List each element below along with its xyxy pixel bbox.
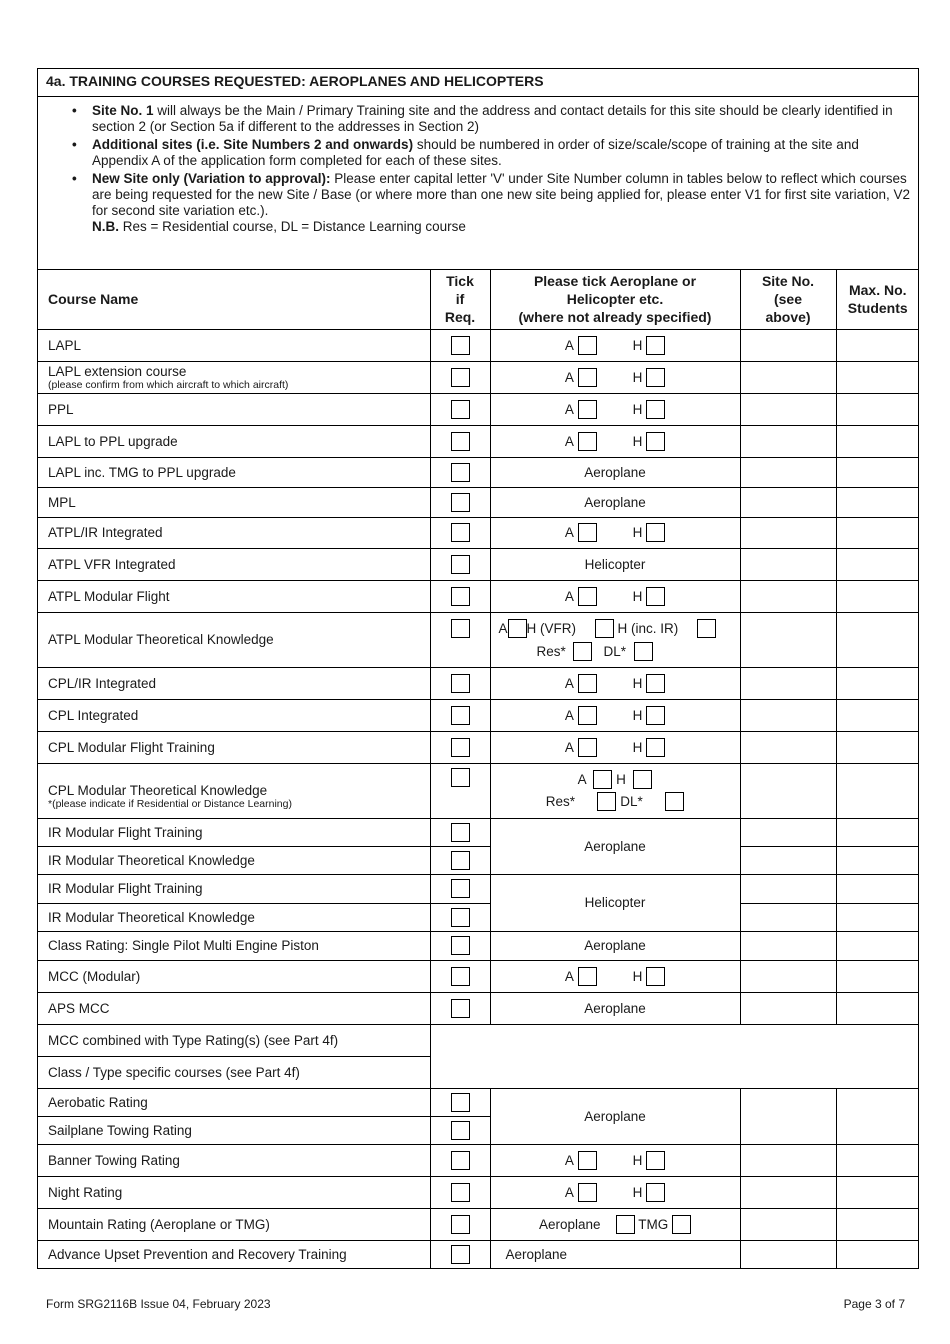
aircraft-type-text: Aeroplane — [490, 1240, 740, 1268]
site-no-cell[interactable] — [740, 667, 836, 699]
tick-checkbox[interactable] — [451, 967, 470, 986]
max-students-cell[interactable] — [836, 846, 919, 874]
site-no-cell[interactable] — [740, 818, 836, 846]
helicopter-checkbox[interactable] — [646, 967, 665, 986]
course-name: LAPL extension course (please confirm from which aircraft to which aircraft) — [38, 361, 430, 393]
helicopter-checkbox[interactable] — [646, 432, 665, 451]
max-students-cell[interactable] — [836, 487, 919, 517]
tick-checkbox[interactable] — [451, 1093, 470, 1112]
note-additional-sites: • Additional sites (i.e. Site Numbers 2 and onwards) should be numbered in order of size/scale/scope of training at the site and Appendix A of the application form completed for each of these sites. — [92, 137, 910, 169]
table-row — [38, 903, 919, 931]
site-no-cell[interactable] — [740, 580, 836, 612]
table-row — [38, 992, 919, 1024]
tick-checkbox[interactable] — [451, 368, 470, 387]
course-name: IR Modular Theoretical Knowledge — [38, 903, 430, 931]
helicopter-checkbox[interactable] — [646, 336, 665, 355]
table-row: LAPL to PPL upgrade A H — [38, 425, 919, 457]
header-aircraft-type: Please tick Aeroplane or Helicopter etc. (where not already specified) — [490, 270, 740, 329]
table-header-row — [38, 270, 919, 329]
course-name: LAPL — [38, 329, 430, 361]
training-courses-section — [37, 68, 919, 1269]
tick-checkbox[interactable] — [451, 1215, 470, 1234]
helicopter-checkbox[interactable] — [646, 1151, 665, 1170]
table-row — [38, 818, 919, 846]
helicopter-checkbox[interactable] — [646, 400, 665, 419]
aircraft-type-text: Helicopter — [490, 874, 740, 931]
site-no-cell[interactable] — [740, 699, 836, 731]
tick-checkbox[interactable] — [451, 823, 470, 842]
course-name: Mountain Rating (Aeroplane or TMG) — [38, 1208, 430, 1240]
site-no-cell[interactable] — [740, 1240, 836, 1268]
max-students-cell[interactable] — [836, 425, 919, 457]
max-students-cell[interactable] — [836, 667, 919, 699]
helicopter-checkbox[interactable] — [646, 523, 665, 542]
courses-table — [38, 270, 919, 1268]
header-course-name: Course Name — [38, 270, 430, 329]
helicopter-vfr-checkbox[interactable] — [595, 619, 614, 638]
course-name: MPL — [38, 487, 430, 517]
course-name: IR Modular Theoretical Knowledge — [38, 846, 430, 874]
header-site-no: Site No. (see above) — [740, 270, 836, 329]
tick-checkbox[interactable] — [451, 400, 470, 419]
table-row: CPL Integrated A H — [38, 699, 919, 731]
aircraft-type-text: Aeroplane — [490, 992, 740, 1024]
section-title: 4a. TRAINING COURSES REQUESTED: AEROPLANES AND HELICOPTERS — [38, 69, 918, 97]
tick-checkbox[interactable] — [451, 936, 470, 955]
site-no-cell[interactable] — [740, 1208, 836, 1240]
site-no-cell[interactable] — [740, 1176, 836, 1208]
helicopter-checkbox[interactable] — [646, 1183, 665, 1202]
tick-checkbox[interactable] — [451, 738, 470, 757]
aircraft-type-text: Aeroplane — [490, 931, 740, 960]
tick-checkbox[interactable] — [451, 336, 470, 355]
site-no-cell[interactable] — [740, 992, 836, 1024]
aeroplane-checkbox[interactable] — [578, 1183, 597, 1202]
note-new-site: • New Site only (Variation to approval): Please enter capital letter 'V' under Site Number column in tables below to reflect which courses are being requested for the new Site / Base (or where more than one new site being applied for, please enter V1 for first site variation, V2 for second site variation etc.). N.B. Res = Residential course, DL = Distance Learning course — [92, 171, 910, 235]
tick-checkbox[interactable] — [451, 768, 470, 787]
course-name: CPL Modular Theoretical Knowledge *(please indicate if Residential or Distance Learning) — [38, 763, 430, 818]
header-max-students: Max. No. Students — [836, 270, 919, 329]
table-row: PPL A H — [38, 393, 919, 425]
aircraft-type-text: Aeroplane — [490, 487, 740, 517]
table-row — [38, 874, 919, 903]
table-row — [38, 1240, 919, 1268]
aeroplane-checkbox[interactable] — [578, 706, 597, 725]
tick-checkbox[interactable] — [451, 1121, 470, 1140]
tick-checkbox[interactable] — [451, 619, 470, 638]
max-students-cell[interactable] — [836, 329, 919, 361]
max-students-cell[interactable] — [836, 1240, 919, 1268]
course-name: CPL Integrated — [38, 699, 430, 731]
course-name: Aerobatic Rating — [38, 1088, 430, 1116]
tick-checkbox[interactable] — [451, 706, 470, 725]
max-students-cell[interactable] — [836, 580, 919, 612]
aeroplane-checkbox[interactable] — [578, 738, 597, 757]
tick-checkbox[interactable] — [451, 523, 470, 542]
aeroplane-checkbox[interactable] — [578, 1151, 597, 1170]
helicopter-ir-checkbox[interactable] — [697, 619, 716, 638]
site-no-cell[interactable] — [740, 361, 836, 393]
max-students-cell[interactable] — [836, 457, 919, 487]
course-name: LAPL to PPL upgrade — [38, 425, 430, 457]
table-row: Night Rating A H — [38, 1176, 919, 1208]
course-name: ATPL Modular Theoretical Knowledge — [38, 612, 430, 667]
table-row — [38, 487, 919, 517]
residential-checkbox[interactable] — [597, 792, 616, 811]
course-name: APS MCC — [38, 992, 430, 1024]
table-row: LAPL extension course (please confirm from which aircraft to which aircraft) A H — [38, 361, 919, 393]
distance-learning-checkbox[interactable] — [634, 642, 653, 661]
aeroplane-checkbox[interactable] — [616, 1215, 635, 1234]
max-students-cell[interactable] — [836, 731, 919, 763]
tick-checkbox[interactable] — [451, 999, 470, 1018]
course-name: ATPL Modular Flight — [38, 580, 430, 612]
site-no-cell[interactable] — [740, 329, 836, 361]
max-students-cell[interactable] — [836, 699, 919, 731]
aeroplane-checkbox[interactable] — [508, 619, 527, 638]
max-students-cell[interactable] — [836, 903, 919, 931]
table-row — [38, 1088, 919, 1116]
course-name: ATPL VFR Integrated — [38, 548, 430, 580]
table-row: MCC (Modular) A H — [38, 960, 919, 992]
site-no-cell[interactable] — [740, 517, 836, 548]
course-name: LAPL inc. TMG to PPL upgrade — [38, 457, 430, 487]
site-no-cell[interactable] — [740, 612, 836, 667]
max-students-cell[interactable] — [836, 992, 919, 1024]
max-students-cell[interactable] — [836, 874, 919, 903]
section-notes — [38, 97, 918, 270]
table-row: LAPL A H — [38, 329, 919, 361]
tick-checkbox[interactable] — [451, 1151, 470, 1170]
table-row — [38, 1024, 919, 1056]
table-row: CPL Modular Flight Training A H — [38, 731, 919, 763]
max-students-cell[interactable] — [836, 517, 919, 548]
page-number: Page 3 of 7 — [843, 1297, 905, 1311]
site-no-cell[interactable] — [740, 731, 836, 763]
tick-checkbox[interactable] — [451, 908, 470, 927]
tick-checkbox[interactable] — [451, 493, 470, 512]
course-name: MCC (Modular) — [38, 960, 430, 992]
site-no-cell[interactable] — [740, 960, 836, 992]
helicopter-checkbox[interactable] — [646, 706, 665, 725]
site-no-cell[interactable] — [740, 393, 836, 425]
site-no-cell[interactable] — [740, 1144, 836, 1176]
aeroplane-checkbox[interactable] — [578, 674, 597, 693]
aeroplane-checkbox[interactable] — [578, 368, 597, 387]
aeroplane-checkbox[interactable] — [578, 336, 597, 355]
course-name: CPL Modular Flight Training — [38, 731, 430, 763]
aeroplane-checkbox[interactable] — [593, 770, 612, 789]
aeroplane-checkbox[interactable] — [578, 587, 597, 606]
site-no-cell[interactable] — [740, 931, 836, 960]
site-no-cell[interactable] — [740, 846, 836, 874]
site-no-cell[interactable] — [740, 763, 836, 818]
course-name: Class / Type specific courses (see Part 4f) — [38, 1056, 430, 1088]
max-students-cell[interactable] — [836, 612, 919, 667]
course-name: Class Rating: Single Pilot Multi Engine Piston — [38, 931, 430, 960]
table-row — [38, 846, 919, 874]
aeroplane-checkbox[interactable] — [578, 432, 597, 451]
tick-checkbox[interactable] — [451, 587, 470, 606]
distance-learning-checkbox[interactable] — [665, 792, 684, 811]
course-name: Night Rating — [38, 1176, 430, 1208]
helicopter-checkbox[interactable] — [646, 368, 665, 387]
helicopter-checkbox[interactable] — [646, 587, 665, 606]
max-students-cell[interactable] — [836, 960, 919, 992]
table-row: Banner Towing Rating A H — [38, 1144, 919, 1176]
tick-checkbox[interactable] — [451, 879, 470, 898]
aeroplane-checkbox[interactable] — [578, 400, 597, 419]
max-students-cell[interactable] — [836, 763, 919, 818]
max-students-cell[interactable] — [836, 1144, 919, 1176]
table-row — [38, 548, 919, 580]
max-students-cell[interactable] — [836, 548, 919, 580]
site-no-cell[interactable] — [740, 903, 836, 931]
max-students-cell[interactable] — [836, 931, 919, 960]
tick-checkbox[interactable] — [451, 432, 470, 451]
site-no-cell[interactable] — [740, 1088, 836, 1144]
course-name: PPL — [38, 393, 430, 425]
tmg-checkbox[interactable] — [672, 1215, 691, 1234]
aircraft-type-text: Aeroplane — [490, 1088, 740, 1144]
course-name: IR Modular Flight Training — [38, 818, 430, 846]
helicopter-checkbox[interactable] — [646, 738, 665, 757]
course-name: CPL/IR Integrated — [38, 667, 430, 699]
max-students-cell[interactable] — [836, 818, 919, 846]
course-name: MCC combined with Type Rating(s) (see Part 4f) — [38, 1024, 430, 1056]
table-row: ATPL Modular Flight A H — [38, 580, 919, 612]
table-row — [38, 457, 919, 487]
note-site-1: • Site No. 1 will always be the Main / Primary Training site and the address and contact details for this site should be clearly identified in section 2 (or Section 5a if different to the addresses in Section 2) — [92, 103, 910, 135]
tick-checkbox[interactable] — [451, 1183, 470, 1202]
site-no-cell[interactable] — [740, 457, 836, 487]
site-no-cell[interactable] — [740, 874, 836, 903]
table-row: CPL/IR Integrated A H — [38, 667, 919, 699]
course-name: Sailplane Towing Rating — [38, 1116, 430, 1144]
header-tick: Tick if Req. — [430, 270, 490, 329]
aircraft-type-text: Aeroplane — [490, 457, 740, 487]
max-students-cell[interactable] — [836, 1208, 919, 1240]
aircraft-type-text: Helicopter — [490, 548, 740, 580]
site-no-cell[interactable] — [740, 425, 836, 457]
aeroplane-checkbox[interactable] — [578, 967, 597, 986]
residential-checkbox[interactable] — [573, 642, 592, 661]
see-part-4f-cell — [430, 1024, 919, 1088]
tick-checkbox[interactable] — [451, 1245, 470, 1264]
course-name: Banner Towing Rating — [38, 1144, 430, 1176]
site-no-cell[interactable] — [740, 487, 836, 517]
course-name: IR Modular Flight Training — [38, 874, 430, 903]
helicopter-checkbox[interactable] — [633, 770, 652, 789]
aeroplane-checkbox[interactable] — [578, 523, 597, 542]
helicopter-checkbox[interactable] — [646, 674, 665, 693]
tick-checkbox[interactable] — [451, 555, 470, 574]
form-reference: Form SRG2116B Issue 04, February 2023 — [46, 1297, 271, 1311]
max-students-cell[interactable] — [836, 1176, 919, 1208]
max-students-cell[interactable] — [836, 361, 919, 393]
max-students-cell[interactable] — [836, 393, 919, 425]
table-row: Mountain Rating (Aeroplane or TMG) Aeroplane TMG — [38, 1208, 919, 1240]
course-name: Advance Upset Prevention and Recovery Training — [38, 1240, 430, 1268]
site-no-cell[interactable] — [740, 548, 836, 580]
course-name: ATPL/IR Integrated — [38, 517, 430, 548]
max-students-cell[interactable] — [836, 1088, 919, 1144]
tick-checkbox[interactable] — [451, 674, 470, 693]
table-row: CPL Modular Theoretical Knowledge *(please indicate if Residential or Distance Learning) A H Res* DL* — [38, 763, 919, 818]
tick-checkbox[interactable] — [451, 851, 470, 870]
table-row — [38, 931, 919, 960]
tick-checkbox[interactable] — [451, 463, 470, 482]
table-row: ATPL/IR Integrated A H — [38, 517, 919, 548]
aircraft-type-text: Aeroplane — [490, 818, 740, 874]
table-row: ATPL Modular Theoretical Knowledge A H (VFR) H (inc. IR) Res* DL* — [38, 612, 919, 667]
